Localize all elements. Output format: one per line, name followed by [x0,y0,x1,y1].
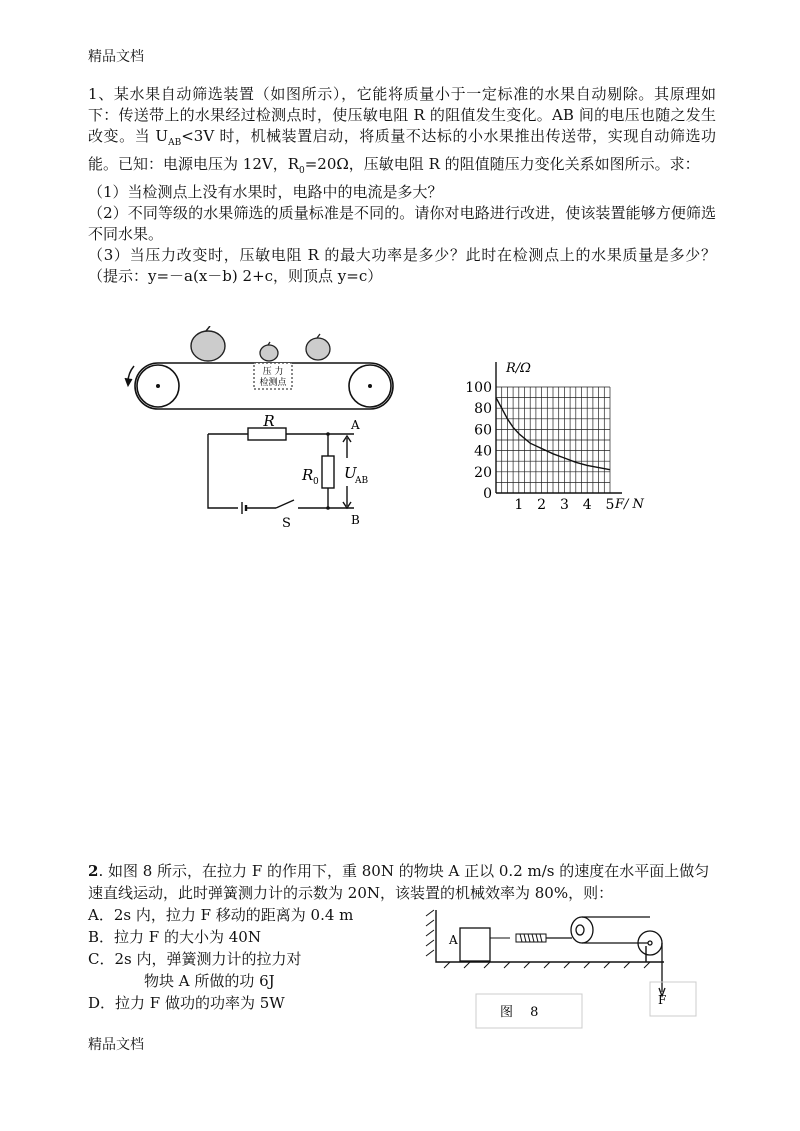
resistance-force-chart [462,356,657,516]
movable-pulley-icon [546,917,650,943]
question-1-part-1: （1）当检测点上没有水果时，电路中的电流是多大？ [88,183,443,201]
chart-x-tick-label: 5 [605,497,615,513]
chart-y-tick-label: 40 [474,443,492,460]
chart-x-tick-label: 2 [537,497,547,513]
chart-x-tick-label: 4 [582,497,592,513]
label-A: A [351,418,360,432]
label-R0-subscript: 0 [313,477,319,487]
sensor-label-line-2: 检测点 [259,378,287,388]
chart-y-tick-label: 20 [474,464,492,481]
conveyor-circuit-figure [118,326,408,542]
block-label-A: A [449,933,458,947]
chart-grid [496,387,610,493]
label-R: R [263,412,275,430]
page-header: 精品文档 [88,49,144,65]
spring-scale-icon [490,934,546,942]
fixed-pulley-icon [638,931,665,996]
question-2 [88,860,716,904]
sensor-label-line-1: 压 力 [262,367,284,377]
label-U: U [344,464,357,482]
figure-8-caption: 图 8 [500,1005,539,1020]
label-S: S [282,516,291,531]
page-footer: 精品文档 [88,1037,144,1053]
apple-medium-icon [306,334,330,360]
chart-y-tick-label: 60 [474,422,492,439]
question-1 [88,84,716,287]
force-label-F: F [658,993,667,1007]
chart-x-axis-label: F/ N [615,497,644,512]
question-2-number: 2 [88,862,99,880]
label-R0: R [302,466,314,484]
chart-x-tick-label: 1 [514,497,524,513]
chart-y-tick-label: 100 [465,380,492,396]
apple-large-icon [191,326,225,361]
question-1-part-3: （3）当压力改变时，压敏电阻 R 的最大功率是多少？此时在检测点上的水果质量是多少？（提示：y=－a(x－b) 2+c，则顶点 y=c） [88,246,716,285]
option-c-line-2: 物块 A 所做的功 6J [144,972,275,990]
apple-small-icon [260,342,278,361]
option-c-line-1: C．2s 内，弹簧测力计的拉力对 [88,950,302,968]
option-d: D．拉力 F 做功的功率为 5W [88,994,285,1012]
chart-y-tick-label: 0 [483,486,492,502]
label-B: B [351,513,360,527]
question-2-stem: 2. 如图 8 所示，在拉力 F 的作用下，重 80N 的物块 A 正以 0.2 m/s 的速度在水平面上做匀速直线运动，此时弹簧测力计的示数为 20N，该装置的机械效率为 80%，则： [88,862,710,902]
chart-x-tick-label: 3 [559,497,569,513]
question-1-stem: 1、某水果自动筛选装置（如图所示），它能将质量小于一定标准的水果自动剔除。其原理如下：传送带上的水果经过检测点时，使压敏电阻 R 的阻值发生变化。AB 间的电压也随之发生改变。当 $U_{AB}<3V$ 时，机械装置启动，将质量不达标的小水果推出传送带，实现自动筛选功能。已知：电源电压为 12V，$R_0=20\Omega$，压敏电阻 R 的阻值随压力变化关系如图所示。求： [88,85,716,176]
chart-y-axis-label: R/Ω [506,361,531,376]
pulley-figure [424,906,700,1030]
question-1-part-2: （2）不同等级的水果筛选的质量标准是不同的。请你对电路进行改进，使该装置能够方便筛选不同水果。 [88,204,716,243]
label-U-subscript: AB [355,476,369,486]
chart-y-tick-label: 80 [474,401,492,418]
option-a: A．2s 内，拉力 F 移动的距离为 0.4 m [88,906,354,924]
option-b: B．拉力 F 的大小为 40N [88,928,261,946]
